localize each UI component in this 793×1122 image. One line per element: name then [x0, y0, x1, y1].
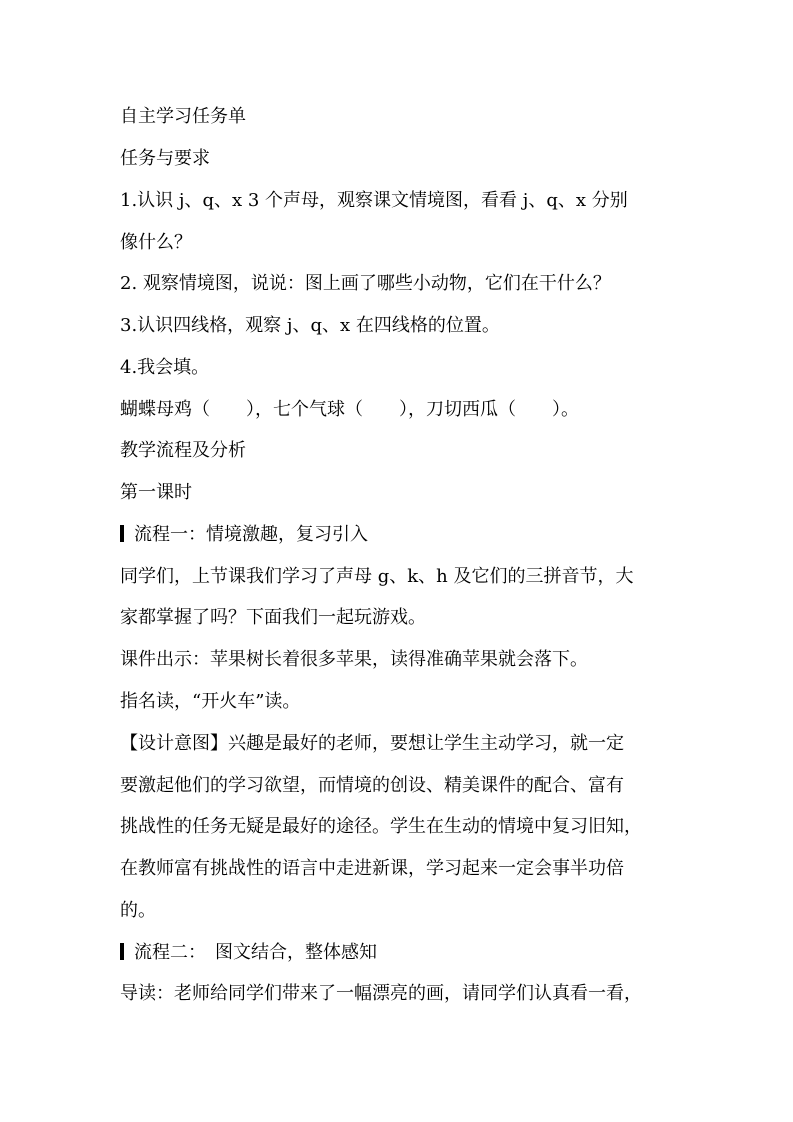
task-sheet-title: 自主学习任务单 [120, 106, 246, 127]
paragraph-line: 课件出示：苹果树长着很多苹果，读得准确苹果就会落下。 [120, 649, 588, 670]
section-marker-bar [120, 525, 124, 542]
task-item-1-continued: 像什么？ [120, 232, 192, 253]
task-item-2: 2. 观察情境图，说说：图上画了哪些小动物，它们在干什么？ [120, 273, 611, 294]
paragraph-line: 同学们，上节课我们学习了声母 g、k、h 及它们的三拼音节，大 [120, 566, 634, 587]
design-intent-line: 的。 [120, 900, 156, 921]
task-item-4: 4.我会填。 [120, 357, 210, 378]
design-intent-line: 【设计意图】兴趣是最好的老师，要想让学生主动学习，就一定 [120, 733, 624, 754]
process-two-heading [120, 941, 690, 965]
paragraph-line: 导读：老师给同学们带来了一幅漂亮的画，请同学们认真看一看， [120, 983, 642, 1004]
design-intent-line: 要激起他们的学习欲望，而情境的创设、精美课件的配合、富有 [120, 775, 624, 796]
design-intent-line: 挑战性的任务无疑是最好的途径。学生在生动的情境中复习旧知， [120, 816, 642, 837]
task-requirements-heading: 任务与要求 [120, 148, 210, 169]
lesson-one-heading: 第一课时 [120, 482, 192, 503]
section-marker-bar [120, 943, 124, 960]
teaching-process-heading: 教学流程及分析 [120, 440, 246, 461]
process-two-title: 流程二： 图文结合，整体感知 [134, 942, 377, 963]
process-one-title: 流程一：情境激趣，复习引入 [134, 524, 368, 545]
task-item-3: 3.认识四线格，观察 j、q、x 在四线格的位置。 [120, 315, 500, 336]
paragraph-line: 家都掌握了吗？下面我们一起玩游戏。 [120, 607, 426, 628]
process-one-heading [120, 523, 690, 547]
design-intent-line: 在教师富有挑战性的语言中走进新课，学习起来一定会事半功倍 [120, 858, 624, 879]
fill-in-blanks-line: 蝴蝶母鸡（ ），七个气球（ ），刀切西瓜（ ）。 [120, 399, 579, 420]
paragraph-line: 指名读，“开火车”读。 [120, 691, 301, 712]
task-item-1: 1.认识 j、q、x 3 个声母，观察课文情境图，看看 j、q、x 分别 [120, 190, 628, 211]
